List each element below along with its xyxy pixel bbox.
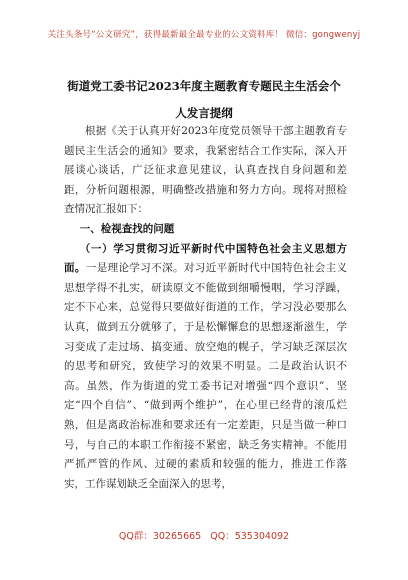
document-title — [60, 73, 348, 127]
footer — [0, 528, 408, 542]
document-body — [64, 122, 347, 494]
subsection-heading: （一）学习贯彻习近平新时代中国特色社会主义思想方面。 — [64, 242, 347, 275]
title-line-1: 街道党工委书记2023年度主题教育专题民主生活会个 — [67, 79, 341, 93]
subsection-body: 一是理论学习不深。对习近平新时代中国特色社会主义思想学得不扎实，研读原文不能做到细嚼慢咽，学习浮躁，定不下心来，总觉得只要做好街道的工作，学习没必要那么认真，做到五分就够了，于是松懈懈怠的思想逐渐滋生，学习变成了走过场、搞变通、放空炮的幌子，学习缺乏深层次的思考和研究，致使学习的效果不明显。二是政治认识不高。虽然，作为街道的党工委书记对增强“四个意识”、坚定“四个自信”、“做到两个维护”，在心里已经背的滚瓜烂熟，但是离政治标准和要求还有一定差距，只是当做一种口号，与自己的本职工作衔接不紧密，缺乏务实精神。不能用严抓严管的作风、过硬的素质和较强的能力，推进工作落实，工作谋划缺乏全面深入的思考， — [64, 262, 348, 490]
footer-qq-group: QQ群：30265665 — [118, 531, 202, 542]
section-heading: 一、检视查找的问题 — [79, 222, 175, 235]
title-line-2: 人发言提纲 — [175, 106, 233, 120]
top-banner — [0, 28, 408, 40]
footer-qq: QQ：535304092 — [210, 531, 290, 542]
banner-text: 关注头条号“公文研究”，获得最新最全最专业的公文资料库！ 微信：gongwenyj — [47, 30, 361, 40]
subsection-paragraph — [64, 240, 347, 495]
intro-paragraph: 根据《关于认真开好2023年度党员领导干部主题教育专题民主生活会的通知》要求，我紧密结合工作实际，深入开展谈心谈话，广泛征求意见建议，认真查找自身问题和差距，分析问题根源，明确整改措施和努力方向。现将对照检查情况汇报如下： — [64, 125, 347, 216]
